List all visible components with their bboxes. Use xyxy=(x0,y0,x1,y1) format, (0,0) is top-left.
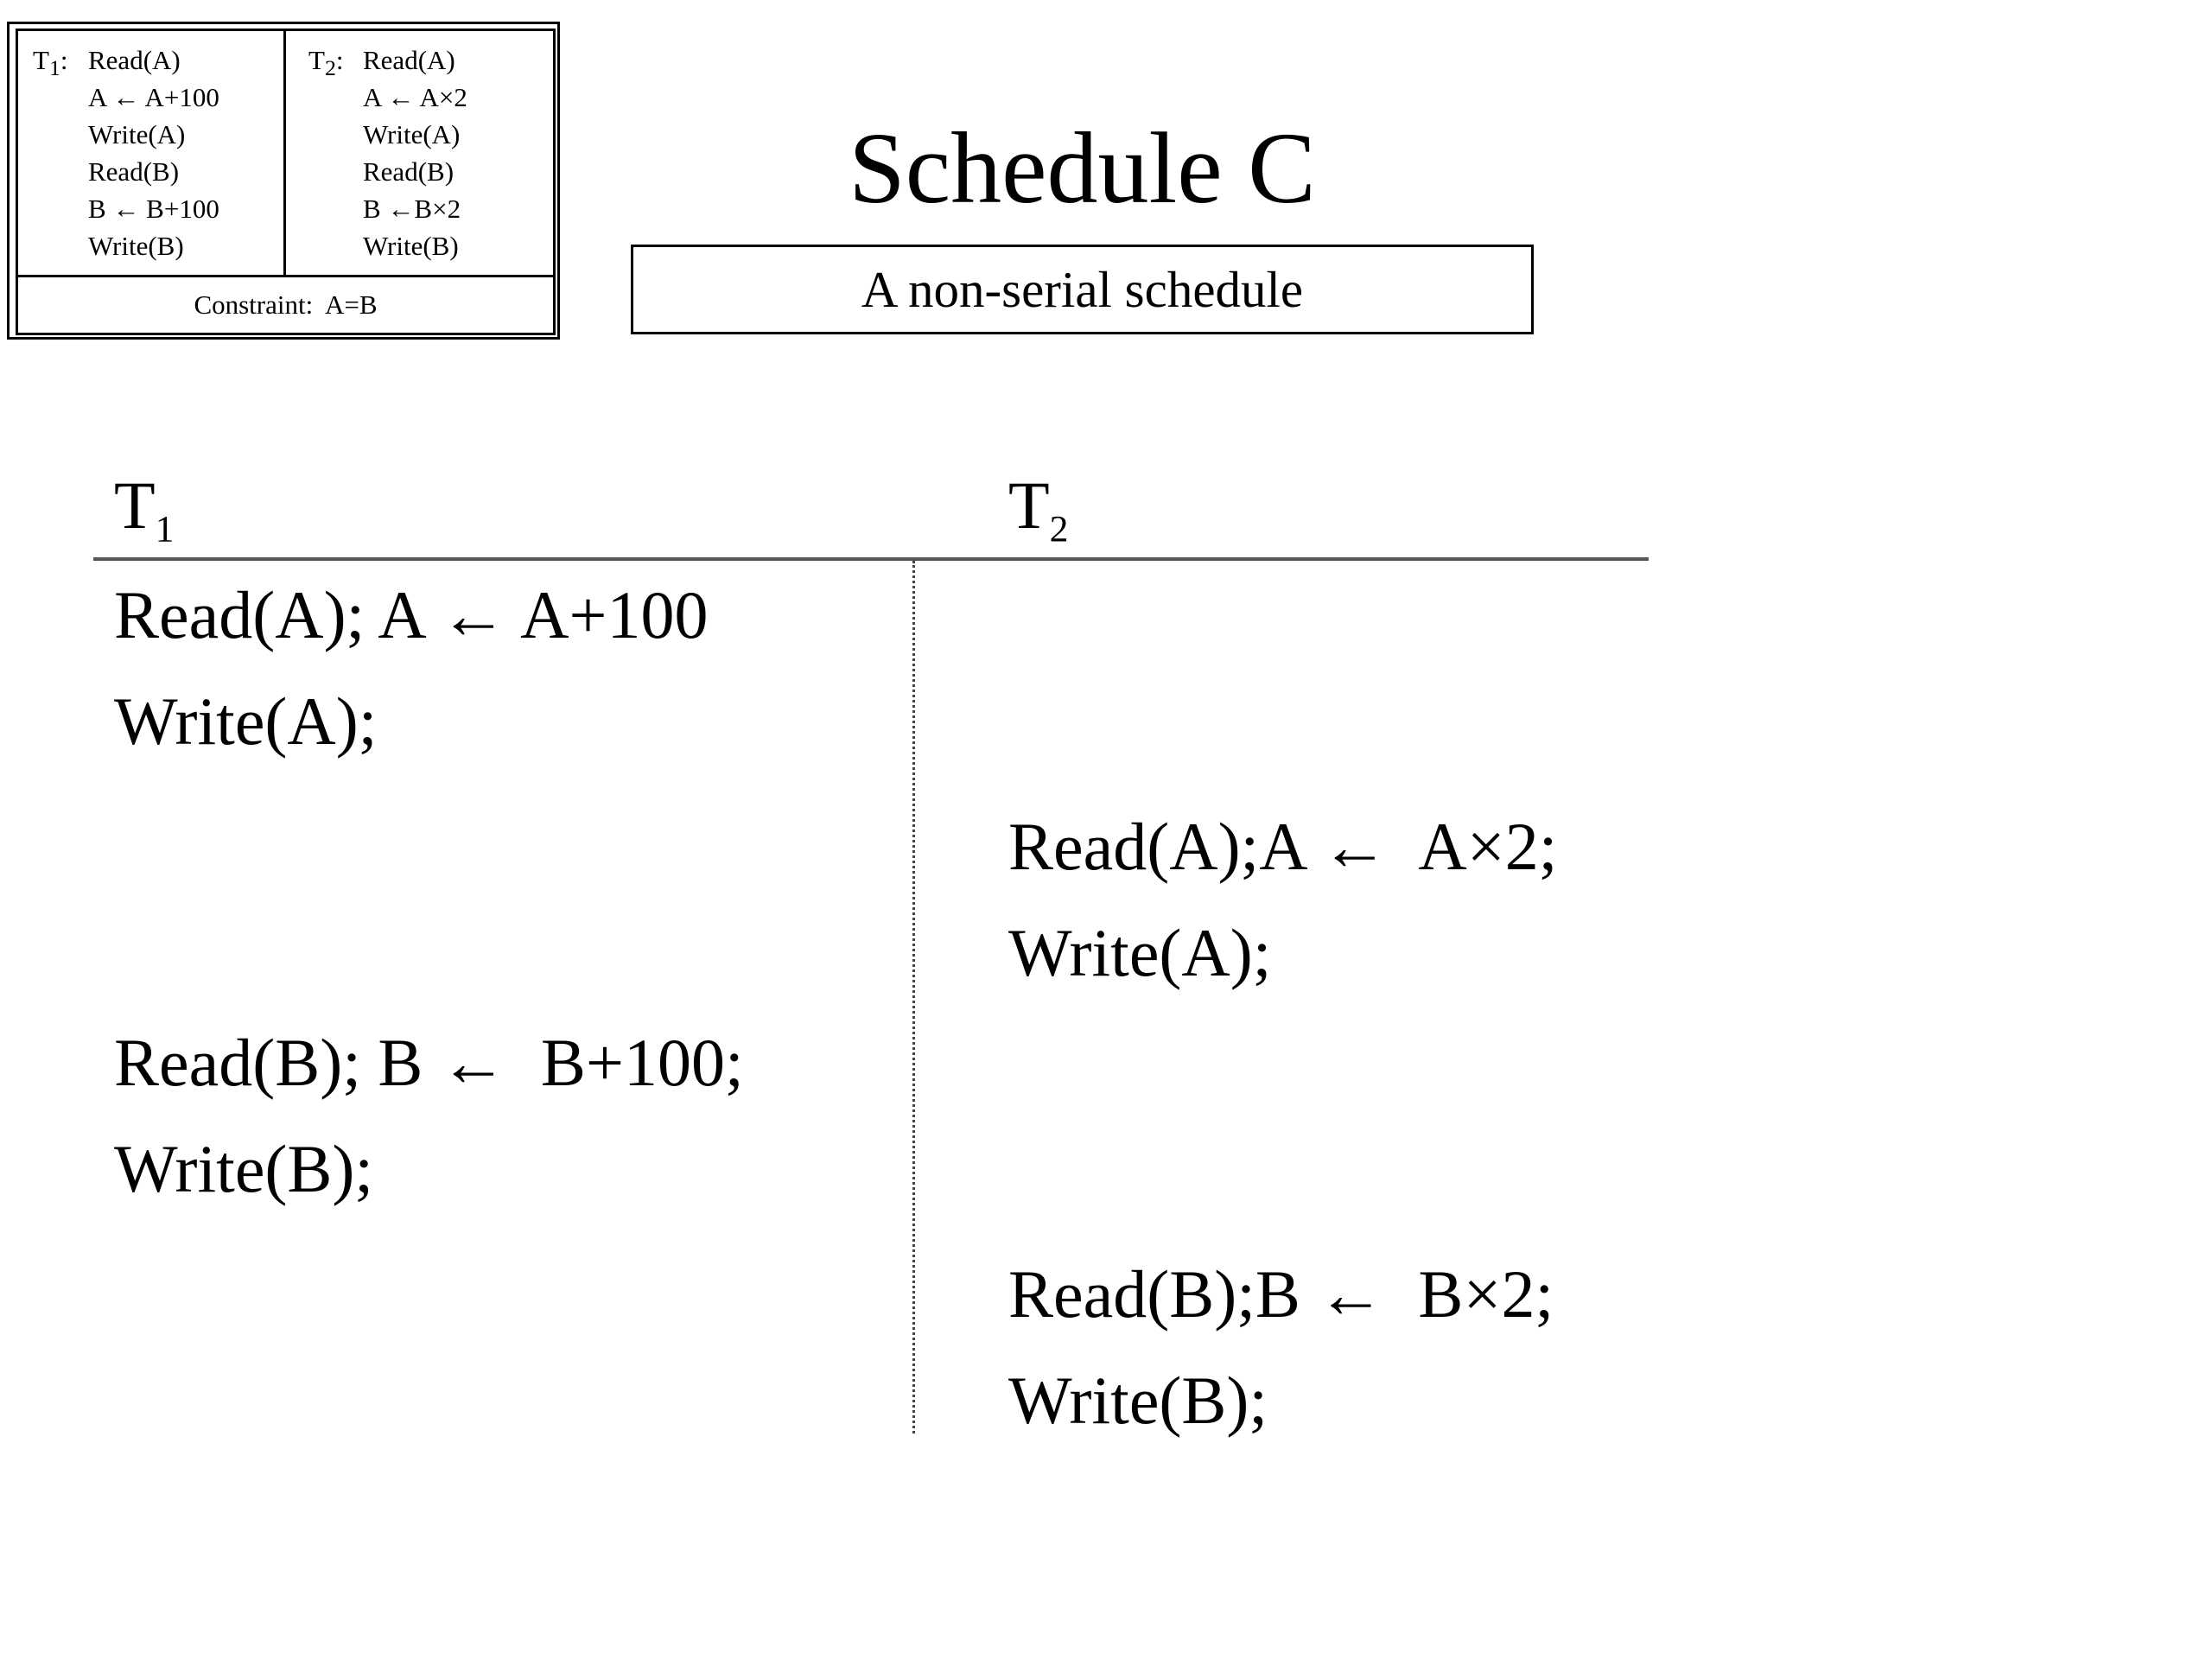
reference-t1-label-colon: : xyxy=(60,45,68,75)
reference-t1-op: B ← B+100 xyxy=(88,194,219,224)
reference-t2-label-colon: : xyxy=(335,45,344,75)
t1-column-header xyxy=(114,467,175,550)
reference-t1-label-sub: 1 xyxy=(48,55,60,81)
t1-header-sub: 1 xyxy=(155,508,175,550)
t2-step: Read(B);B ← B×2; xyxy=(1008,1256,1554,1332)
reference-t1-label xyxy=(33,41,67,86)
reference-t2-op: Read(B) xyxy=(363,156,454,187)
reference-t2-op: Write(A) xyxy=(363,119,461,149)
subtitle-box xyxy=(631,245,1534,334)
t1-step: Read(A); A ← A+100 xyxy=(114,577,709,652)
reference-t1-op: Read(B) xyxy=(88,156,180,187)
reference-t2-op: B ←B×2 xyxy=(363,194,461,224)
reference-t2-label-letter: T xyxy=(308,45,325,75)
t1-step: Write(A); xyxy=(114,683,378,759)
t1-step: Write(B); xyxy=(114,1131,374,1206)
t1-step: Read(B); B ← B+100; xyxy=(114,1025,744,1100)
t1-header-letter: T xyxy=(114,467,156,543)
t2-header-sub: 2 xyxy=(1049,508,1069,550)
reference-constraint-divider xyxy=(16,275,556,277)
reference-t1-op: A ← A+100 xyxy=(88,82,219,112)
t2-column-header xyxy=(1008,467,1069,550)
reference-t1-label-letter: T xyxy=(33,45,49,75)
reference-t1-op: Write(A) xyxy=(88,119,186,149)
t2-step: Write(B); xyxy=(1008,1363,1268,1438)
reference-constraint: Constraint: A=B xyxy=(194,289,378,320)
page-title: Schedule C xyxy=(849,111,1316,225)
t2-step: Read(A);A ← A×2; xyxy=(1008,809,1558,884)
subtitle: A non-serial schedule xyxy=(861,260,1304,318)
t2-step: Write(A); xyxy=(1008,915,1272,990)
header-rule xyxy=(93,557,1649,561)
reference-t2-op: Write(B) xyxy=(363,231,459,261)
column-divider xyxy=(912,561,915,1433)
t2-header-letter: T xyxy=(1008,467,1050,543)
reference-t2-op: A ← A×2 xyxy=(363,82,467,112)
reference-t2-label xyxy=(308,41,343,86)
reference-t2-label-sub: 2 xyxy=(324,55,336,81)
reference-column-divider xyxy=(283,29,286,276)
reference-t1-op: Write(B) xyxy=(88,231,184,261)
reference-t2-op: Read(A) xyxy=(363,45,455,75)
reference-t1-operations xyxy=(88,41,219,264)
reference-t2-operations xyxy=(363,41,467,264)
reference-t1-op: Read(A) xyxy=(88,45,181,75)
